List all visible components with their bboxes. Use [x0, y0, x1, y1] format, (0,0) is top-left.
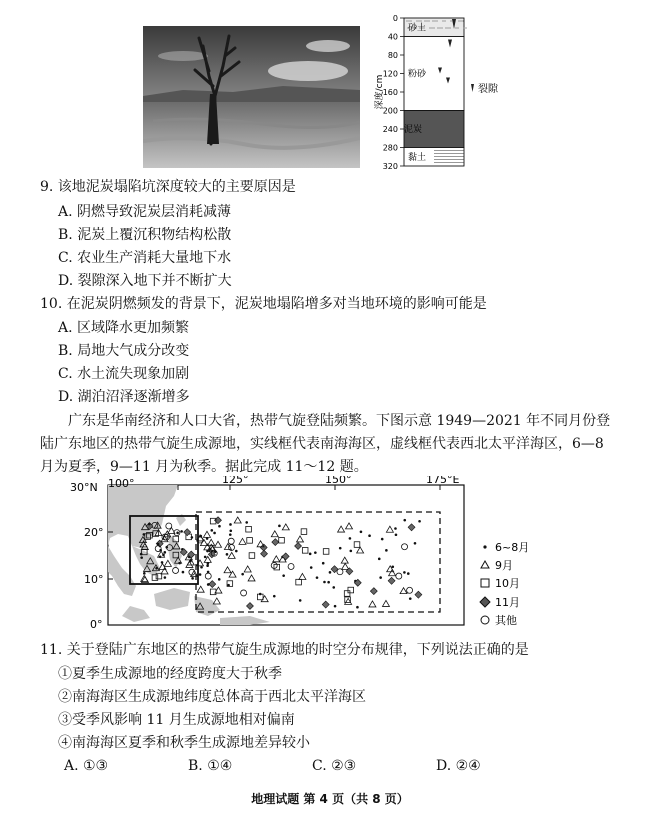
cyclone-marker — [310, 566, 313, 569]
q9-option-d[interactable]: D. 裂隙深入地下并不断扩大 — [58, 273, 232, 289]
cyclone-marker — [161, 561, 164, 564]
cyclone-marker — [409, 597, 412, 600]
cyclone-marker — [241, 573, 244, 576]
q11-choice-a[interactable]: A. ①③ — [64, 758, 109, 774]
sand-dot — [416, 20, 417, 21]
depth-tick-label: 280 — [382, 143, 398, 153]
legend-nov: 11月 — [495, 596, 520, 609]
crack-legend-label: 裂隙 — [478, 84, 498, 95]
question-11-stem: 11. 关于登陆广东地区的热带气旋生成源地的时空分布规律，下列说法正确的是 — [40, 642, 529, 658]
sand-dot — [434, 20, 435, 21]
cyclone-marker — [356, 606, 359, 609]
cyclone-marker — [207, 583, 210, 586]
cyclone-marker — [191, 577, 194, 580]
cyclone-marker — [206, 537, 209, 540]
q10-option-d[interactable]: D. 湖泊沼泽逐渐增多 — [58, 389, 190, 405]
cyclone-marker — [140, 553, 143, 556]
sand-dot — [442, 20, 443, 21]
cyclone-marker — [229, 533, 232, 536]
cyclone-marker — [214, 550, 217, 553]
passage-text: 广东是华南经济和人口大省，热带气旋登陆频繁。下图示意 1949—2021 年不同月份登陆广东地区的热带气旋生成源地，实线框代表南海海区，虚线框代表西北太平洋海区，6—8 月为夏季，9—11 月为秋季。据此完成 11～12 题。 — [40, 413, 611, 475]
legend-oct: 10月 — [495, 577, 520, 590]
cyclone-marker — [323, 581, 326, 584]
question-10-stem: 10. 在泥炭阴燃频发的背景下，泥炭地塌陷增多对当地环境的影响可能是 — [40, 296, 487, 312]
sand-dot — [449, 27, 450, 28]
sand-dot — [433, 27, 434, 28]
q11-choice-c[interactable]: C. ②③ — [312, 758, 357, 774]
cyclone-marker — [349, 537, 352, 540]
sand-dot — [444, 20, 445, 21]
cyclone-marker — [199, 573, 202, 576]
depth-tick-label: 200 — [382, 106, 398, 116]
sand-dot — [408, 20, 409, 21]
cyclone-marker — [391, 565, 394, 568]
cyclone-marker — [332, 586, 335, 589]
depth-tick-label: 40 — [387, 32, 398, 42]
cyclone-marker — [235, 550, 238, 553]
cyclone-marker — [309, 553, 312, 556]
cyclone-marker — [385, 549, 388, 552]
sand-dot — [465, 27, 466, 28]
cyclone-marker — [155, 567, 158, 570]
legend-other: 其他 — [495, 614, 517, 627]
sand-dot — [426, 20, 427, 21]
sand-dot — [428, 20, 429, 21]
cyclone-marker — [394, 527, 397, 530]
lon-label-125: 125° — [222, 476, 249, 486]
q11-choice-b[interactable]: B. ①④ — [188, 758, 233, 774]
q10-option-a[interactable]: A. 区域降水更加频繁 — [58, 320, 190, 336]
cyclone-source-map — [70, 476, 570, 636]
q11-statement-1: ①夏季生成源地的经度跨度大于秋季 — [58, 666, 282, 682]
lon-label-175: 175°E — [426, 476, 460, 486]
cyclone-marker — [403, 571, 406, 574]
sand-dot — [418, 20, 419, 21]
soil-layer-label: 粉砂 — [408, 69, 427, 80]
cyclone-marker — [273, 595, 276, 598]
lat-label-30: 30°N — [70, 481, 98, 494]
cyclone-marker — [229, 523, 232, 526]
cyclone-marker — [226, 553, 229, 556]
cyclone-marker — [159, 549, 162, 552]
lon-label-100: 100° — [108, 477, 135, 490]
sand-dot — [450, 20, 451, 21]
cyclone-marker — [218, 578, 221, 581]
cyclone-marker — [176, 532, 179, 535]
cyclone-marker — [206, 564, 209, 567]
q11-choice-d[interactable]: D. ②④ — [436, 758, 481, 774]
sand-dot — [410, 20, 411, 21]
cyclone-marker — [200, 566, 203, 569]
depth-axis-label: 深度/cm — [375, 74, 385, 110]
sand-dot — [455, 27, 456, 28]
cyclone-marker — [178, 562, 181, 565]
cyclone-marker — [157, 543, 160, 546]
page-footer: 地理试题 第 4 页（共 8 页） — [251, 792, 409, 806]
q11-statement-2: ②南海海区生成源地纬度总体高于西北太平洋海区 — [58, 689, 366, 705]
cyclone-marker — [180, 530, 183, 533]
dead-tree-photo — [143, 26, 360, 168]
sand-dot — [439, 27, 440, 28]
sand-dot — [406, 20, 407, 21]
soil-layer-label: 泥炭 — [404, 125, 423, 135]
sand-dot — [460, 20, 461, 21]
sand-dot — [441, 27, 442, 28]
cyclone-marker — [379, 576, 382, 579]
cyclone-marker — [368, 534, 371, 537]
depth-tick-label: 80 — [387, 51, 398, 60]
cyclone-marker — [218, 525, 221, 528]
cyclone-marker — [395, 533, 398, 536]
cyclone-marker — [334, 605, 337, 608]
lat-label-20: 20° — [84, 526, 104, 539]
cyclone-marker — [339, 547, 342, 550]
cyclone-marker — [204, 556, 207, 559]
depth-tick-label: 320 — [382, 162, 398, 171]
cyclone-marker — [316, 576, 319, 579]
cyclone-marker — [329, 571, 332, 574]
cyclone-marker — [143, 533, 146, 536]
legend-summer: 6~8月 — [495, 541, 530, 554]
sand-dot — [432, 20, 433, 21]
sand-dot — [445, 27, 446, 28]
cyclone-marker — [360, 531, 363, 534]
sand-dot — [436, 20, 437, 21]
cyclone-marker — [314, 551, 317, 554]
crack-legend — [471, 82, 499, 95]
soil-column-diagram — [368, 12, 518, 172]
depth-tick-label: 240 — [382, 125, 398, 134]
cyclone-marker — [378, 558, 381, 561]
cyclone-marker — [327, 581, 330, 584]
q11-statement-3: ③受季风影响 11 月生成源地相对偏南 — [58, 712, 295, 728]
cyclone-marker — [245, 521, 248, 524]
depth-tick-label: 0 — [392, 14, 398, 23]
sand-dot — [424, 20, 425, 21]
cyclone-marker — [403, 519, 406, 522]
cyclone-marker — [164, 576, 167, 579]
cyclone-marker — [164, 551, 167, 554]
map-legend — [480, 541, 529, 627]
lon-label-150: 150° — [325, 476, 352, 486]
sand-dot — [447, 27, 448, 28]
sand-dot — [458, 20, 459, 21]
cyclone-marker — [322, 562, 325, 565]
cyclone-marker — [207, 562, 210, 565]
cyclone-marker — [350, 550, 353, 553]
cyclone-marker — [229, 529, 232, 532]
q10-option-c[interactable]: C. 水土流失现象加剧 — [58, 366, 190, 382]
sand-dot — [437, 27, 438, 28]
cyclone-marker — [381, 538, 384, 541]
cyclone-marker — [278, 525, 281, 528]
lat-label-10: 10° — [84, 573, 104, 586]
cyclone-marker — [159, 556, 162, 559]
depth-tick-label: 120 — [382, 69, 398, 79]
cyclone-marker — [182, 571, 185, 574]
q10-option-b[interactable]: B. 局地大气成分改变 — [58, 343, 190, 359]
sand-dot — [463, 27, 464, 28]
cyclone-marker — [210, 529, 213, 532]
depth-tick-label: 160 — [382, 88, 398, 97]
legend-sep: 9月 — [495, 559, 513, 572]
q11-statement-4: ④南海海区夏季和秋季生成源地差异较小 — [58, 735, 310, 751]
cyclone-marker — [299, 599, 302, 602]
cyclone-marker — [148, 523, 151, 526]
sand-dot — [457, 27, 458, 28]
sand-dot — [462, 20, 463, 21]
q9-option-b[interactable]: B. 泥炭上覆沉积物结构松散 — [58, 227, 232, 243]
cyclone-marker — [414, 542, 417, 545]
sand-dot — [420, 20, 421, 21]
q9-option-c[interactable]: C. 农业生产消耗大量地下水 — [58, 250, 232, 266]
sand-dot — [429, 27, 430, 28]
cyclone-marker — [418, 520, 421, 523]
soil-layer-label: 砂土 — [408, 23, 427, 34]
lat-label-0: 0° — [90, 618, 103, 631]
cyclone-marker — [143, 572, 146, 575]
question-9-stem: 9. 该地泥炭塌陷坑深度较大的主要原因是 — [40, 179, 296, 195]
cyclone-marker — [213, 532, 216, 535]
soil-layer-label: 黏土 — [408, 152, 427, 163]
sand-dot — [431, 27, 432, 28]
cyclone-marker — [140, 556, 143, 559]
cyclone-marker — [282, 574, 285, 577]
cyclone-marker — [407, 572, 410, 575]
q9-option-a[interactable]: A. 阴燃导致泥炭层消耗减薄 — [58, 204, 232, 220]
